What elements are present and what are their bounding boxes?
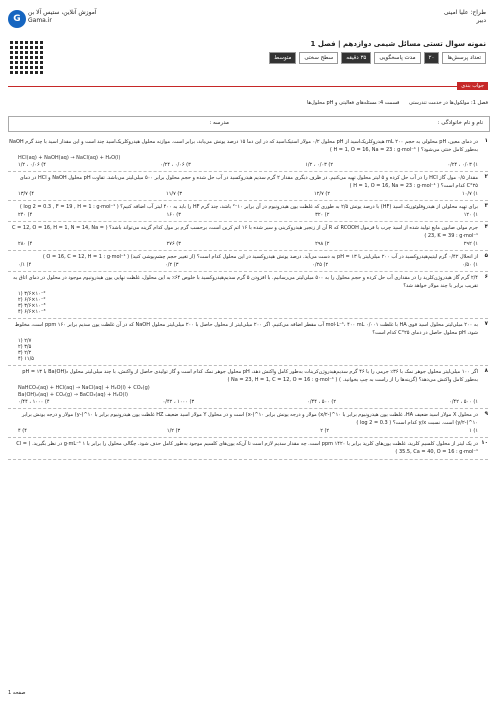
chapter-info-right: فصل 1: مولکول‌ها در خدمت تندرستی [408,100,488,106]
option-3[interactable]: ۳) ۳/۶×۱۰⁻³ [18,303,46,309]
question-number: ۴ [484,224,488,230]
option-3[interactable]: ۳) ۱۱/۷ [166,191,182,197]
chapter-info-mid: قسمت 4: مسئله‌های فعالیتی و pH محلول‌ها [306,100,400,106]
question-number: ۶ [484,274,488,280]
option-4[interactable]: ۴) ۱۰۰۰ ، ۰/۴۴ [18,399,50,405]
question-item [8,438,488,460]
option-1[interactable]: ۱) ۱۰/۷ [462,191,478,197]
meta-label-difficulty: سطح سختی [299,52,338,64]
meta-label-time: مدت پاسخگویی [374,52,420,64]
option-3[interactable]: ۳) ۱۰۰۰ ، ۰/۴۲ [162,399,195,405]
question-equation: NaHCO₃(aq) + HCl(aq) → NaCl(aq) + H₂O(l) + CO₂(g) [18,385,150,391]
question-number: ۹ [484,411,488,417]
options-row [18,162,478,168]
chapter-info [8,100,488,106]
option-2[interactable]: ۲) ۲۹۸ [315,241,330,247]
question-text: در دمای معین، pH محلولی به حجم ۲۰۰ mL هیدروکلریک‌اسید از pH محلول ۰/۲ مولار استیک‌اسید که در این دما ۱۵ درصد یونش می‌یابد، برابر است. موازنه محلول هیدروکلریک‌اسید چند است و این مقدار اسید با چند گرم NaOH به‌طور کامل خنثی می‌شود؟ ( H = 1, O = 16, Na = 23 : g·mol⁻¹ ) [9,139,478,153]
title-box [216,40,486,80]
options-row [18,399,478,405]
option-4[interactable]: ۴) ۲۸۰ [18,241,33,247]
question-number: ۷ [484,321,488,327]
option-3[interactable]: ۳) ۱۶۰ [166,212,181,218]
option-1[interactable]: ۱) ۲۹۲ [463,241,478,247]
question-item [8,319,488,366]
option-1[interactable]: ۱) ۱ [469,428,478,434]
meta-row [216,52,486,64]
question-item [8,172,488,201]
question-list [8,136,488,686]
question-item [8,409,488,438]
question-text: ۲/۴ گرم گاز هیدروژن‌کلرید را در مقداری آب حل کرده و حجم محلول را به ۵۰۰ میلی‌لیتر می‌رسانیم. با افزودن ۵ گرم سدیم‌هیدروکسید با خلوص ۶۴٪ به این محلول، غلظت نهایی یون هیدرونیوم موجود در محلول در دمای اتاق به تقریب برابر با چند مولار خواهد شد؟ [13,275,478,289]
band-label: جواب بندی [457,82,488,90]
question-text: به ۲۰۰ میلی‌لیتر محلول اسید قوی HA با غلظت ۰/۰۰۱ mol·L⁻¹، ۴۰۰ mL آب مقطر اضافه می‌کنیم. اگر ۲۰۰ میلی‌لیتر از محلول حاصل با ۲۰۰ میلی‌لیتر محلول NaOH که در آن غلظت یون سدیم برابر ۱۶۰ ppm است، مخلوط شود، pH محلول حاصل در دمای ۲۵°C کدام است؟ [14,322,478,336]
author-role: دبیر [476,17,486,24]
option-1[interactable]: ۱) ۰/۰۳ ، ۰/۲۴ [447,162,478,168]
name-label: نام و نام خانوادگی : [437,120,483,126]
question-text: مقدار ۰/۵ مول گاز HCl را در آب حل کرده و ۵ لیتر محلول تهیه می‌کنیم. در ظرف دیگری مقدار ۲ گرم سدیم هیدروکسید در آب حل شده و حجم محلول برابر ۵۰۰ میلی‌لیتر می‌باشد. تفاوت pH محلول NaOH و HCl در دمای ۲۵°C کدام است؟ ( H = 1, O = 16, Na = 23 : g·mol⁻¹ ) [19,175,478,189]
section-band [8,83,488,97]
option-3[interactable]: ۳) ۲/۲ [18,350,32,356]
options-row [18,291,478,315]
meta-label-count: تعداد پرسش‌ها [442,52,486,64]
author-name: طراح: علیا امینی [443,9,486,16]
option-4[interactable]: ۴) ۶/۶×۱۰⁻³ [18,309,46,315]
options-row [18,428,478,434]
question-number: ۱ [484,138,488,144]
page-title: نمونه سوال تستی مسائل شیمی دوازدهم | فصل 1 [310,40,486,48]
gama-logo-icon: G [8,10,26,28]
question-text: از انحلال ۰/۴۲ گرم لیتیم‌هیدروکسید در آب ۲۰۰ میلی‌لیتر با pH = ۱۳ به دست می‌آید. درصد یونش هیدروکسید در این محلول کدام است؟ (از تغییر حجم چشم‌پوشی کنید) ( O = 16, C = 12, H = 1 : g·mol⁻¹ ) [42,254,478,260]
question-equation: Ba(OH)₂(aq) + CO₂(g) → BaCO₃(aq) + H₂O(l) [18,392,128,398]
meta-value-count: ۲۰ [424,52,440,64]
option-4[interactable]: ۴) ۲۴۰ [18,212,33,218]
option-2[interactable]: ۲) ۳۲۰ [315,212,330,218]
option-1[interactable]: ۱) ۵۰۰ ، ۰/۴۲ [449,399,478,405]
logo-line1: آموزش آنلاین، ستیس آلا بن [28,9,97,16]
option-3[interactable]: ۳) ۱/۲ [166,428,181,434]
question-equation: HCl(aq) + NaOH(aq) → NaCl(aq) + H₂O(l) [18,155,121,161]
option-4[interactable]: ۴) ۱۱/۵ [18,356,34,362]
question-text: در یک لیتر از محلول کلسیم کلرید، غلظت یون‌های کلرید برابر با ۱۴۲۰ ppm است. چه مقدار سدیم لازم است تا آن‌که یون‌های کلسیم موجود به‌طور کامل حذف شود. چگالی محلول را برابر با ۱ g·mL⁻¹ در نظر بگیرید. ( Cl = 35.5, Ca = 40, O = 16 : g·mol⁻¹ ) [16,441,478,455]
meta-value-difficulty: متوسط [269,52,296,64]
options-row [18,212,478,218]
option-4[interactable]: ۴) ۰/۰۶ ، ۱/۲ [18,162,46,168]
question-number: ۳ [484,203,488,209]
option-1[interactable]: ۱) ۱۲۰ [463,212,478,218]
question-number: ۱۰ [481,440,488,446]
option-4[interactable]: ۴) ۰/۱ [18,262,32,268]
question-number: ۲ [484,174,488,180]
option-2[interactable]: ۲) ۰/۰۳ ، ۱/۲ [305,162,334,168]
logo-line2: Gama.ir [28,17,52,24]
question-text: اگر ۱۰۰ میلی‌لیتر محلول جوهر نمک با ۳۶٪ جرمی را با ۴۶ گرم سدیم‌هیدروژن‌کربنات به‌طور کامل واکنش دهد، pH محلول جوهر نمک کدام است و گاز تولیدی حاصل از واکنش، با چند میلی‌لیتر محلول Ba(OH)₂ با pH = ۱۳ به‌طور کامل واکنش می‌دهد؟ (گزینه‌ها را از راست به چپ بخوانید. ) ( Na = 23, H = 1, C = 12, O = 16 : g·mol⁻¹ ) [22,369,478,383]
option-2[interactable]: ۲) ۱۲/۷ [314,191,330,197]
options-row [18,262,478,268]
qr-code-icon [10,40,44,74]
page-footer: صفحه 1 [8,690,26,696]
option-1[interactable]: ۱) ۰/۵۰ [462,262,478,268]
question-number: ۵ [484,253,488,259]
question-text: جرم مولی صابون مایع تولید شده از اسید چرب با فرمول RCOOH که R آن از زنجیر هیدروکربنی و سیر شده با ۱۶ اتم کربن است، برحسب گرم بر مول کدام گزینه می‌تواند باشد؟ ( C = 12, O = 16, H = 1, N = 14, Na = 23, K = 39 : g·mol⁻¹ ) [12,225,478,239]
option-2[interactable]: ۲) ۲ [320,428,330,434]
question-text: برای تهیه محلولی از هیدروفلوئوریک اسید (HF) با درصد یونش ۲/۵ به طوری که غلظت یون هیدرونیوم در آن برابر ۱۰⁻² باشد، چند گرم HF را باید به ۴۰۰ لیتر آب اضافه کنیم؟ ( log 2 = 0.3 , F = 19 , H = 1 : g·mol⁻¹ ) [19,204,478,210]
logo-caption [28,9,118,25]
question-item [8,222,488,251]
option-4[interactable]: ۴) ۴ [18,428,27,434]
option-2[interactable]: ۲) ۶/۶×۱۰⁻² [18,297,46,303]
student-name-row [8,116,490,132]
option-2[interactable]: ۲) ۰/۲۵ [312,262,329,268]
question-number: ۸ [484,368,488,374]
option-3[interactable]: ۳) ۰/۲ [165,262,179,268]
question-item [8,272,488,319]
option-3[interactable]: ۳) ۰/۰۶ ، ۰/۲۴ [160,162,191,168]
option-2[interactable]: ۲) ۳/۵ [18,344,32,350]
question-text: در محلول X مولار اسید ضعیف HA، غلظت یون هیدرونیوم برابر با ۱۰^(-x/۲) مولار و درجه یونش برابر ۱۰^(-x) است و در محلول Y مولار اسید ضعیف HZ غلظت یون هیدرونیوم برابر با ۱۰^(-y) مولار و درجه یونش برابر ۱۰^(-y/۲) است. نسبت y/x کدام است؟ ( log 2 = 0.3 ) [22,412,478,426]
school-label: مدرسه : [209,120,229,126]
option-2[interactable]: ۲) ۵۰۰ ، ۰/۴۴ [307,399,337,405]
option-3[interactable]: ۳) ۲۷۶ [166,241,181,247]
options-row [18,241,478,247]
meta-value-time: ۳۵ دقیقه [341,52,371,64]
question-item [8,366,488,409]
option-1[interactable]: ۱) ۳/۶×۱۰⁻² [18,291,46,297]
question-item [8,201,488,222]
author-info [444,9,486,25]
question-item [8,251,488,272]
options-row [18,191,478,197]
option-4[interactable]: ۴) ۱۳/۷ [18,191,34,197]
question-item [8,136,488,172]
page-header [0,0,496,61]
option-1[interactable]: ۱) ۲/۷ [18,338,32,344]
options-row [18,338,478,362]
